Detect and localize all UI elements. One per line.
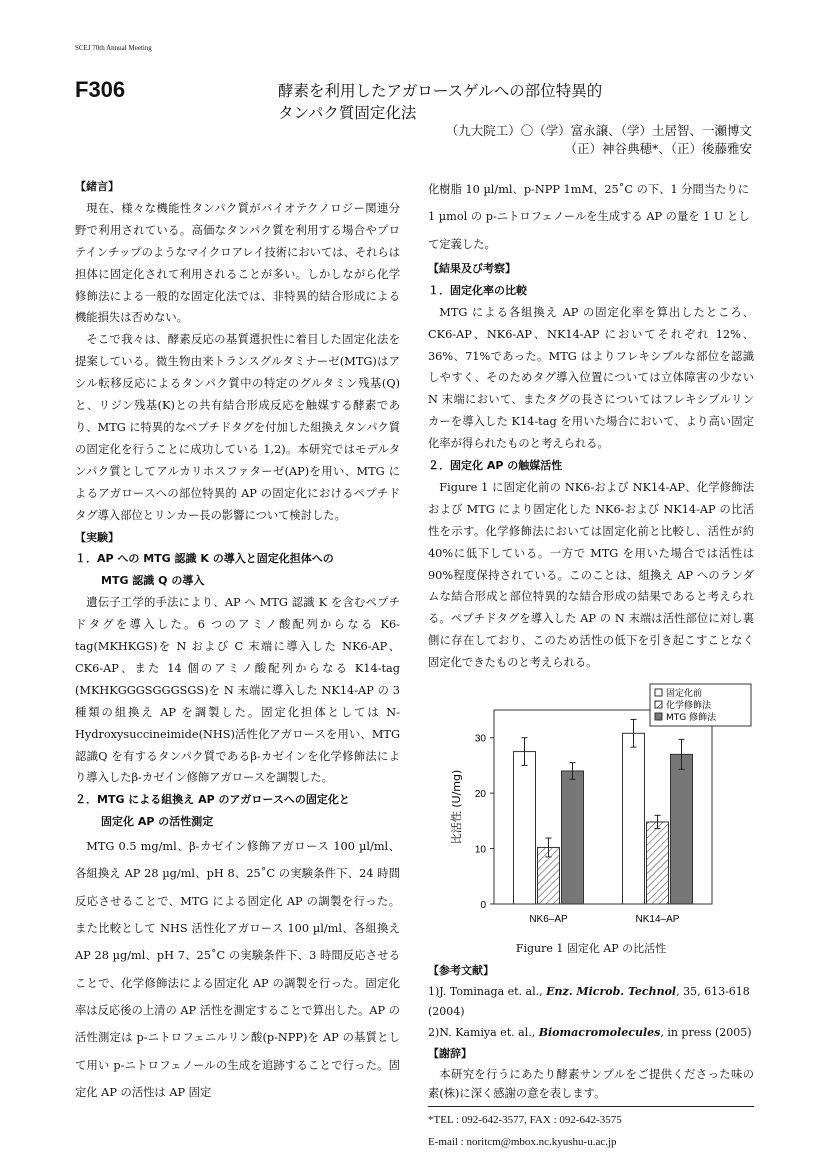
y-axis-label: 比活性 (U/mg)	[450, 769, 463, 845]
reference-2	[428, 1023, 754, 1044]
exp2-title-a: ２．MTG による組換え AP のアガロースへの固定化と	[75, 793, 350, 807]
authors-line-2: （正）神谷典穂*、（正）後藤雅安	[564, 141, 752, 156]
reference-1	[428, 982, 754, 1023]
exp1-title-b: MTG 認識 Q の導入	[101, 574, 205, 588]
bar	[623, 733, 645, 904]
y-tick-label: 10	[474, 844, 486, 856]
acknowledgment-heading: 【謝辞】	[428, 1047, 472, 1061]
title-line-2: タンパク質固定化法	[278, 104, 417, 122]
bar	[647, 822, 669, 904]
bar-chart	[428, 682, 754, 940]
legend-swatch	[655, 701, 662, 708]
ref1-authors: 1)J. Tominaga et. al.,	[428, 984, 547, 998]
contact-email: E-mail : noritcm@mbox.nc.kyushu-u.ac.jp	[428, 1136, 617, 1149]
paper-id: F306	[75, 77, 126, 102]
legend-swatch	[655, 713, 662, 720]
legend-label: 化学修飾法	[666, 701, 712, 712]
intro-paragraph-2: そこで我々は、酵素反応の基質選択性に着目した固定化法を提案している。微生物由来トランスグルタミナーゼ(MTG)はアシル転移反応によるタンパク質中の特定のグルタミン残基(Q)と、リジン残基(K)との共有結合形成反応を触媒する酵素であり、MTG に特異的なペプチドタグを付加した組換えタンパク質の固定化を行うことに成功している 1,2)。本研究ではモデルタンパク質としてアルカリホスファターゼ(AP)を用い、MTG によるアガロースへの部位特異的 AP の固定化におけるペプチドタグ導入部位とリンカー長の影響について検討した。	[75, 333, 400, 522]
figure-1	[428, 682, 754, 940]
legend-swatch	[655, 689, 662, 696]
ref1-journal: Enz. Microb. Technol	[546, 984, 677, 998]
legend-label: 固定化前	[666, 689, 703, 700]
ref2-authors: 2)N. Kamiya et. al.,	[428, 1025, 539, 1039]
bar	[671, 754, 693, 904]
cont-body: 化樹脂 10 µl/ml、p-NPP 1mM、25˚C の下、1 分間当たりに 1 µmol の p-ニトロフェノールを生成する AP の量を 1 U として定義した。	[428, 183, 750, 251]
exp2-body: MTG 0.5 mg/ml、β-カゼイン修飾アガロース 100 µl/ml、各組換え AP 28 µg/ml、pH 8、25˚C の実験条件下、24 時間反応させることで、MTG による固定化 AP の調製を行った。また比較として NHS 活性化アガロース 100 µl/ml、各組換え AP 28 µg/ml、pH 7、25˚C の実験条件下、3 時間反応させることで、化学修飾法による固定化 AP の調製を行った。固定化率は反応後の上清の AP 活性を測定することで算出した。AP の活性測定は p-ニトロフェニルリン酸(p-NPP)を AP の基質として用い p-ニトロフェノールの生成を追跡することで行った。固定化 AP の活性は AP 固定	[75, 840, 400, 1099]
figure-caption: Figure 1 固定化 AP の比活性	[515, 942, 667, 956]
r2-body: Figure 1 に固定化前の NK6-および NK14-AP、化学修飾法および MTG により固定化した NK6-および NK14-AP の比活性を示す。化学修飾法においては固定化前と比較し、活性が約 40%に低下している。一方で MTG を用いた場合では活性は 90%程度保持されている。このことは、組換え AP へのランダムな結合形成と部位特異的な結合形成の結果であると考えられる。ペプチドタグを導入した AP の N 末端は活性部位に対し裏側に存在しており、このため活性の低下を引き起こすことなく固定化できたものと考えられる。	[428, 480, 754, 670]
legend-label: MTG 修飾法	[666, 713, 717, 724]
r1-title: １．固定化率の比較	[428, 283, 527, 297]
ref2-details: , in press (2005)	[660, 1025, 752, 1039]
authors-line-1: （九大院工）〇（学）富永譲、（学）土居智、一瀬博文	[445, 123, 752, 138]
exp1-body: 遺伝子工学的手法により、AP へ MTG 認識 K を含むペプチドタグを導入した。6 つのアミノ酸配列からなる K6-tag(MKHKGS)を N および C 末端に導入した NK6-AP、CK6-AP、また 14 個のアミノ酸配列からなる K14-tag (MKHKGGGSGGGSGS)を N 末端に導入した NK14-AP の 3 種類の組換え AP を調製した。固定化担体としては N-Hydroxysuccineimide(NHS)活性化アガロースを用い、MTG 認識Q を有するタンパク質であるβ-カゼインを化学修飾法により導入したβ-カゼイン修飾アガロースを調製した。	[75, 596, 400, 785]
bar	[562, 771, 584, 904]
intro-paragraph-1: 現在、様々な機能性タンパク質がバイオテクノロジー関連分野で利用されている。高価なタンパク質を利用する場合やプロテインチップのようなマイクロアレイ技術においては、それらは担体に固定化されて利用されることが多い。しかしながら化学修飾法による一般的な固定化法では、非特異的結合形成による機能損失は否めない。	[75, 201, 401, 325]
bar	[514, 752, 536, 904]
results-heading: 【結果及び考察】	[428, 261, 516, 275]
r2-title: ２．固定化 AP の触媒活性	[428, 459, 563, 473]
conference-name: SCEJ 70th Annual Meeting	[75, 44, 152, 52]
ref1-details: , 35, 613-618 (2004)	[428, 984, 750, 1019]
left-column	[75, 176, 400, 1106]
y-tick-label: 20	[474, 789, 486, 801]
exp1-title-a: １．AP への MTG 認識 K の導入と固定化担体への	[75, 552, 334, 566]
r1-body: MTG による各組換え AP の固定化率を算出したところ、CK6-AP、NK6-AP、NK14-AP においてそれぞれ 12%、36%、71%であった。MTG はよりフレキシブルな部位を認識しやすく、そのためタグ導入位置については立体障害の少ない N 末端において、またタグの長さについてはフレキシブルリンカーを導入した K14-tag を用いた場合において、より高い固定化率が得られたものと考えられる。	[428, 305, 754, 451]
contact-tel: *TEL : 092-642-3577, FAX : 092-642-3575	[428, 1114, 622, 1127]
exp2-title-b: 固定化 AP の活性測定	[101, 815, 214, 829]
contact-info	[428, 1106, 754, 1153]
right-column	[428, 176, 754, 1153]
x-tick-label: NK14–AP	[635, 914, 680, 926]
y-tick-label: 30	[474, 733, 486, 745]
ref2-journal: Biomacromolecules	[538, 1025, 661, 1039]
experiment-heading: 【実験】	[75, 530, 119, 544]
references-heading: 【参考文献】	[428, 964, 494, 978]
title-line-1: 酵素を利用したアガロースゲルへの部位特異的	[278, 82, 603, 100]
x-tick-label: NK6–AP	[529, 914, 568, 926]
y-tick-label: 0	[480, 900, 486, 912]
intro-heading: 【緒言】	[75, 180, 119, 193]
acknowledgment-body: 本研究を行うにあたり酵素サンプルをご提供くださった味の素(株)に深く感謝の意を表します。	[428, 1068, 754, 1101]
